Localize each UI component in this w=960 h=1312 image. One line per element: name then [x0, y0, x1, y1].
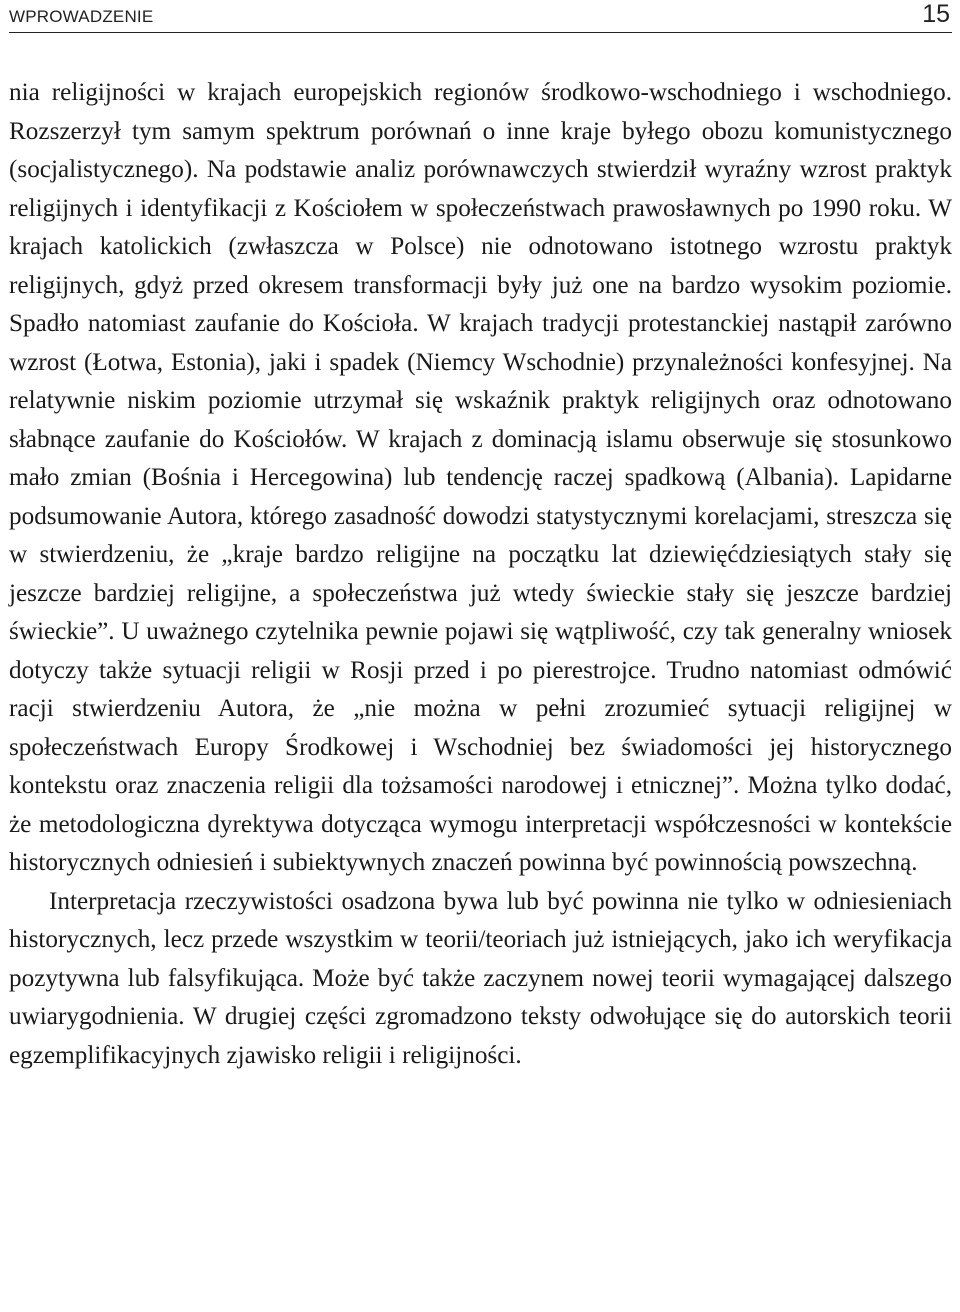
paragraph-interpretation: Interpretacja rzeczywistości osadzona bywa lub być powinna nie tylko w odniesieniach historycznych, lecz przede wszystkim w teorii/teoriach już istniejących, jako ich weryfikacja pozytywna lub falsyfikująca. Może być także zaczynem nowej teorii wymagającej dalszego uwiarygodnienia. W drugiej części zgromadzono teksty odwołujące się do autorskich teorii egzemplifikacyjnych zjawisko religii i religijności.	[9, 887, 952, 1069]
paragraph-continuation: nia religijności w krajach europejskich regionów środkowo-wschodniego i wschodniego. Rozszerzył tym samym spektrum porównań o inne kraje byłego obozu komunistycznego (socjalistycznego). Na podstawie analiz porównawczych stwierdził wyraźny wzrost praktyk religijnych i identyfikacji z Kościołem w społeczeństwach prawosławnych po 1990 roku. W krajach katolickich (zwłaszcza w Polsce) nie odnotowano istotnego wzrostu praktyk religijnych, gdyż przed okresem transformacji były już one na bardzo wysokim poziomie. Spadło natomiast zaufanie do Kościoła. W krajach tradycji protestanckiej nastąpił zarówno wzrost (Łotwa, Estonia), jaki i spadek (Niemcy Wschodnie) przynależności konfesyjnej. Na relatywnie niskim poziomie utrzymał się wskaźnik praktyk religijnych oraz odnotowano słabnące zaufanie do Kościołów. W krajach z dominacją islamu obserwuje się stosunkowo mało zmian (Bośnia i Hercegowina) lub tendencję raczej spadkową (Albania). Lapidarne podsumowanie Autora, którego zasadność dowodzi statystycznymi korelacjami, streszcza się w stwierdzeniu, że „kraje bardzo religijne na początku lat dziewięćdziesiątych stały się jeszcze bardziej religijne, a społeczeństwa już wtedy świeckie stały się jeszcze bardziej świeckie”. U uważnego czytelnika pewnie pojawi się wątpliwość, czy tak generalny wniosek dotyczy także sytuacji religii w Rosji przed i po pierestrojce. Trudno natomiast odmówić racji stwierdzeniu Autora, że „nie można w pełni zrozumieć sytuacji religijnej w społeczeństwach Europy Środkowej i Wschodniej bez świadomości jej historycznego kontekstu oraz znaczenia religii dla tożsamości narodowej i etnicznej”. Można tylko dodać, że metodologiczna dyrektywa dotycząca wymogu interpretacji współczesności w kontekście historycznych odniesień i subiektywnych znaczeń powinna być powinnością powszechną.	[9, 79, 952, 876]
running-header	[9, 0, 952, 33]
page-number: 15	[922, 0, 950, 28]
body-text	[9, 74, 952, 1075]
section-title: WPROWADZENIE	[9, 7, 154, 26]
